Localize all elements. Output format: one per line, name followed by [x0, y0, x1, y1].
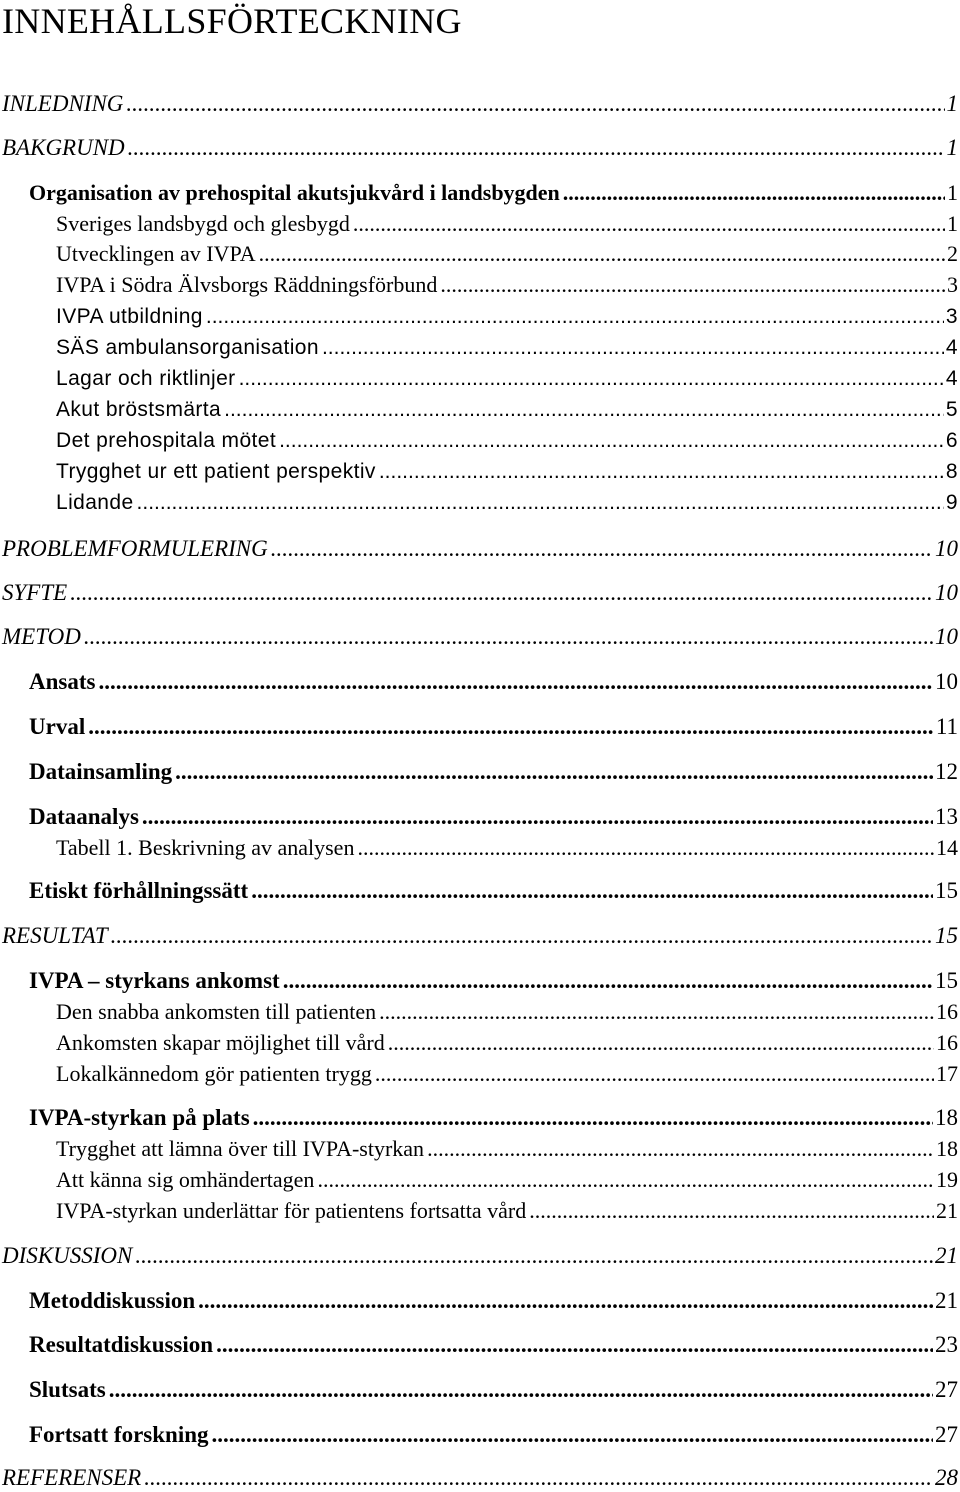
toc-entry-label: Tabell 1. Beskrivning av analysen [56, 835, 355, 860]
toc-entry-page: 2 [947, 241, 958, 266]
toc-entry-label: Trygghet att lämna över till IVPA-styrkan [56, 1136, 425, 1161]
dot-leader [111, 922, 933, 950]
toc-entry-page: 4 [945, 367, 958, 390]
toc-entry-page: 1 [947, 180, 958, 205]
toc-entry-label: Etiskt förhållningssätt [29, 878, 249, 903]
dot-leader [142, 803, 933, 831]
toc-entry[interactable] [2, 623, 958, 651]
dot-leader [109, 1376, 933, 1404]
toc-entry[interactable] [2, 535, 958, 563]
dot-leader [128, 134, 945, 162]
toc-entry-page: 27 [935, 1377, 958, 1402]
dot-leader [379, 459, 944, 485]
dot-leader [375, 1061, 934, 1087]
dot-leader [251, 877, 933, 905]
toc-entry-page: 18 [936, 1136, 958, 1161]
toc-entry[interactable] [56, 999, 958, 1025]
toc-entry-label: BAKGRUND [2, 135, 125, 160]
toc-entry[interactable] [29, 713, 958, 741]
toc-entry-label: REFERENSER [2, 1465, 142, 1490]
toc-entry[interactable] [2, 1464, 958, 1492]
toc-entry[interactable] [29, 758, 958, 786]
toc-entry-label: Urval [29, 714, 86, 739]
toc-entry[interactable] [29, 179, 958, 207]
toc-entry-label: Datainsamling [29, 759, 173, 784]
toc-entry-page: 14 [936, 835, 958, 860]
toc-entry[interactable] [29, 1287, 958, 1315]
toc-entry[interactable] [2, 134, 958, 162]
toc-entry-page: 16 [936, 999, 958, 1024]
toc-entry-page: 16 [936, 1030, 958, 1055]
toc-entry-page: 15 [935, 968, 958, 993]
toc-entry-label: PROBLEMFORMULERING [2, 536, 268, 561]
toc-entry[interactable] [29, 877, 958, 905]
toc-entry-label: Det prehospitala mötet [56, 429, 277, 452]
toc-entry-label: SÄS ambulansorganisation [56, 336, 319, 359]
toc-entry-page: 10 [935, 669, 958, 694]
dot-leader [322, 335, 944, 361]
toc-entry-label: SYFTE [2, 580, 68, 605]
toc-entry-label: Akut bröstsmärta [56, 398, 222, 421]
dot-leader [206, 304, 944, 330]
dot-leader [88, 713, 934, 741]
dot-leader [137, 490, 944, 516]
toc-entry-page: 28 [935, 1465, 958, 1490]
toc-entry[interactable] [29, 1376, 958, 1404]
toc-entry-page: 10 [935, 624, 958, 649]
toc-entry-label: METOD [2, 624, 81, 649]
toc-entry-label: Att känna sig omhändertagen [56, 1167, 315, 1192]
toc-entry-page: 15 [935, 923, 958, 948]
dot-leader [98, 668, 933, 696]
toc-entry-label: Metoddiskussion [29, 1288, 196, 1313]
toc-entry-label: Utvecklingen av IVPA [56, 241, 256, 266]
dot-leader [279, 428, 944, 454]
toc-entry[interactable] [29, 967, 958, 995]
toc-entry-page: 6 [945, 429, 958, 452]
dot-leader [135, 1242, 933, 1270]
toc-entry-page: 12 [935, 759, 958, 784]
toc-entry[interactable] [56, 1061, 958, 1087]
toc-entry[interactable] [56, 272, 958, 298]
toc-entry[interactable] [29, 668, 958, 696]
toc-entry[interactable] [2, 1242, 958, 1270]
toc-entry-label: Den snabba ankomsten till patienten [56, 999, 377, 1024]
toc-entry-page: 3 [947, 272, 958, 297]
dot-leader [427, 1136, 934, 1162]
toc-entry-page: 10 [935, 580, 958, 605]
toc-entry[interactable] [29, 1104, 958, 1132]
toc-entry-page: 8 [945, 460, 958, 483]
toc-entry-page: 1 [946, 91, 958, 116]
toc-entry-page: 21 [936, 1198, 958, 1223]
dot-leader [84, 623, 933, 651]
toc-entry-label: Ansats [29, 669, 96, 694]
toc-entry-label: DISKUSSION [2, 1243, 133, 1268]
toc-entry-page: 5 [945, 398, 958, 421]
toc-entry-page: 13 [935, 804, 958, 829]
dot-leader [253, 1104, 933, 1132]
toc-entry-page: 9 [945, 491, 958, 514]
toc-entry-label: Lidande [56, 491, 134, 514]
dot-leader [224, 397, 944, 423]
toc-entry-label: Lagar och riktlinjer [56, 367, 236, 390]
toc-entry[interactable] [56, 366, 958, 392]
dot-leader [317, 1167, 934, 1193]
toc-entry[interactable] [56, 1030, 958, 1056]
toc-entry-label: Ankomsten skapar möjlighet till vård [56, 1030, 385, 1055]
toc-entry-label: INLEDNING [2, 91, 124, 116]
toc-entry-page: 10 [935, 536, 958, 561]
toc-entry-label: Lokalkännedom gör patienten trygg [56, 1061, 372, 1086]
dot-leader [175, 758, 933, 786]
toc-entry[interactable] [56, 1136, 958, 1162]
toc-entry-label: RESULTAT [2, 923, 108, 948]
toc-entry-label: IVPA – styrkans ankomst [29, 968, 280, 993]
toc-entry[interactable] [29, 1331, 958, 1359]
toc-entry[interactable] [2, 90, 958, 118]
dot-leader [239, 366, 944, 392]
toc-entry[interactable] [2, 922, 958, 950]
toc-entry-page: 15 [935, 878, 958, 903]
toc-entry[interactable] [56, 304, 958, 330]
toc-entry-page: 4 [945, 336, 958, 359]
toc-entry-page: 1 [946, 135, 958, 160]
toc-entry-label: IVPA-styrkan på plats [29, 1105, 250, 1130]
toc-entry[interactable] [56, 241, 958, 267]
toc-entry-label: IVPA i Södra Älvsborgs Räddningsförbund [56, 272, 438, 297]
toc-entry-page: 21 [935, 1243, 958, 1268]
toc-entry-page: 23 [935, 1332, 958, 1357]
toc-entry[interactable] [56, 211, 958, 237]
dot-leader [388, 1030, 934, 1056]
dot-leader [379, 999, 934, 1025]
toc-entry-page: 18 [935, 1105, 958, 1130]
dot-leader [529, 1198, 934, 1224]
toc-entry-page: 3 [945, 305, 958, 328]
dot-leader [126, 90, 944, 118]
toc-entry[interactable] [56, 835, 958, 861]
toc-entry-label: Dataanalys [29, 804, 139, 829]
toc-entry-label: IVPA-styrkan underlättar för patientens fortsatta vård [56, 1198, 527, 1223]
toc-entry[interactable] [56, 459, 958, 485]
toc-entry-page: 21 [935, 1288, 958, 1313]
toc-entry-label: Fortsatt forskning [29, 1422, 209, 1447]
toc-entry-label: Sveriges landsbygd och glesbygd [56, 211, 350, 236]
dot-leader [353, 211, 945, 237]
dot-leader [259, 241, 945, 267]
toc-entry-label: Slutsats [29, 1377, 106, 1402]
toc-entry[interactable] [29, 803, 958, 831]
toc-entry-label: IVPA utbildning [56, 305, 203, 328]
toc-title: INNEHÅLLSFÖRTECKNING [2, 1, 462, 41]
toc-entry[interactable] [2, 579, 958, 607]
dot-leader [216, 1331, 933, 1359]
dot-leader [212, 1421, 933, 1449]
toc-entry-page: 11 [935, 714, 958, 739]
toc-entry[interactable] [56, 428, 958, 454]
dot-leader [563, 179, 945, 207]
toc-entry[interactable] [29, 1421, 958, 1449]
toc-entry-page: 1 [947, 211, 958, 236]
toc-entry-page: 27 [935, 1422, 958, 1447]
toc-entry[interactable] [56, 1167, 958, 1193]
toc-entry-page: 19 [936, 1167, 958, 1192]
dot-leader [357, 835, 934, 861]
dot-leader [440, 272, 945, 298]
toc-entry[interactable] [56, 1198, 958, 1224]
toc-entry[interactable] [56, 335, 958, 361]
toc-entry-label: Organisation av prehospital akutsjukvård i landsbygden [29, 180, 560, 205]
dot-leader [70, 579, 933, 607]
toc-entry-label: Resultatdiskussion [29, 1332, 214, 1357]
dot-leader [144, 1464, 933, 1492]
dot-leader [198, 1287, 933, 1315]
toc-entry[interactable] [56, 397, 958, 423]
toc-entry-page: 17 [936, 1061, 958, 1086]
dot-leader [283, 967, 933, 995]
toc-entry[interactable] [56, 490, 958, 516]
toc-entry-label: Trygghet ur ett patient perspektiv [56, 460, 376, 483]
dot-leader [271, 535, 933, 563]
